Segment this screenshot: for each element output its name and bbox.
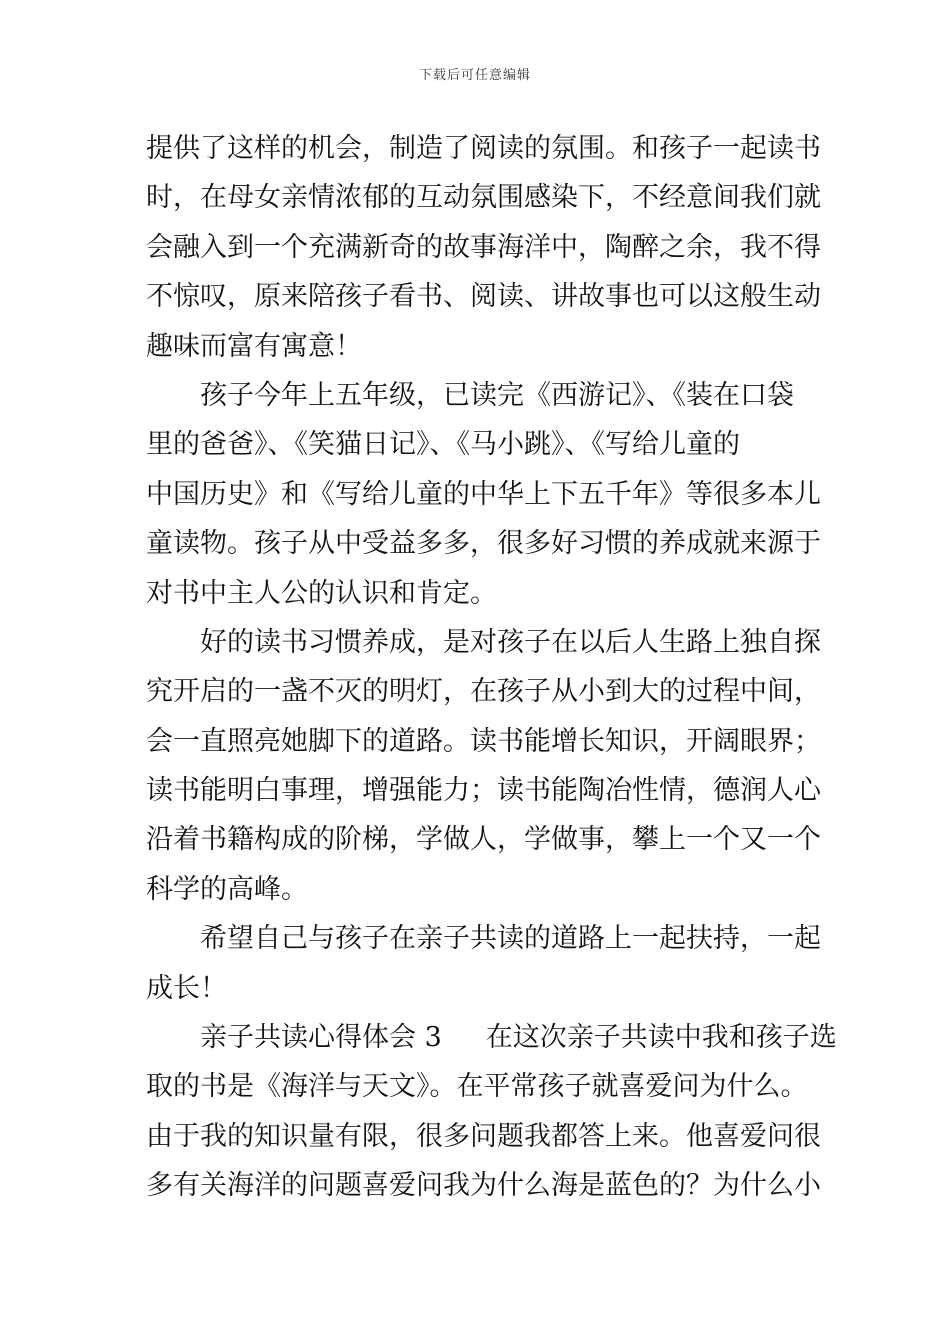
paragraph-line: 对书中主人公的认识和肯定。 [146, 577, 497, 609]
paragraph-2 [146, 371, 821, 618]
page-header-note: 下载后可任意编辑 [418, 68, 531, 83]
paragraph-4 [146, 914, 821, 1013]
section-3 [146, 1013, 837, 1211]
paragraph-line: 会融入到一个充满新奇的故事海洋中，陶醉之余，我不得 [146, 231, 821, 263]
paragraph-line: 里的爸爸》、《笑猫日记》、《马小跳》、《写给儿童的 [146, 429, 740, 461]
paragraph-line: 科学的高峰。 [146, 873, 308, 905]
paragraph-line: 中国历史》和《写给儿童的中华上下五千年》等很多本儿 [146, 478, 821, 510]
paragraph-line: 孩子今年上五年级，已读完《西游记》、《装在口袋 [200, 379, 794, 411]
section-heading: 亲子共读心得体会 3 [200, 1022, 442, 1054]
paragraph-line: 多有关海洋的问题喜爱问我为什么海是蓝色的？为什么小 [146, 1170, 821, 1202]
paragraph-line: 由于我的知识量有限，很多问题我都答上来。他喜爱问很 [146, 1120, 821, 1152]
paragraph-line: 会一直照亮她脚下的道路。读书能增长知识，开阔眼界； [146, 725, 821, 757]
document-body [146, 124, 837, 1211]
section-3-first-line [146, 1013, 837, 1062]
section-3-first-line-text: 在这次亲子共读中我和孩子选 [485, 1022, 837, 1054]
paragraph-line: 童读物。孩子从中受益多多，很多好习惯的养成就来源于 [146, 528, 821, 560]
paragraph-line: 取的书是《海洋与天文》。在平常孩子就喜爱问为什么。 [146, 1071, 808, 1103]
paragraph-line: 好的读书习惯养成，是对孩子在以后人生路上独自探 [200, 626, 821, 658]
paragraph-line: 时，在母女亲情浓郁的互动氛围感染下，不经意间我们就 [146, 182, 821, 214]
paragraph-line: 希望自己与孩子在亲子共读的道路上一起扶持，一起 [200, 923, 821, 955]
paragraph-line: 沿着书籍构成的阶梯，学做人，学做事，攀上一个又一个 [146, 824, 821, 856]
paragraph-line: 不惊叹，原来陪孩子看书、阅读、讲故事也可以这般生动 [146, 281, 821, 313]
paragraph-line: 成长！ [146, 972, 227, 1004]
paragraph-line: 究开启的一盏不灭的明灯，在孩子从小到大的过程中间， [146, 676, 821, 708]
paragraph-line: 趣味而富有寓意！ [146, 330, 362, 362]
paragraph-1 [146, 124, 821, 371]
paragraph-line: 提供了这样的机会，制造了阅读的氛围。和孩子一起读书 [146, 133, 821, 164]
paragraph-3 [146, 618, 821, 914]
paragraph-line: 读书能明白事理，增强能力；读书能陶冶性情，德润人心 [146, 775, 821, 807]
